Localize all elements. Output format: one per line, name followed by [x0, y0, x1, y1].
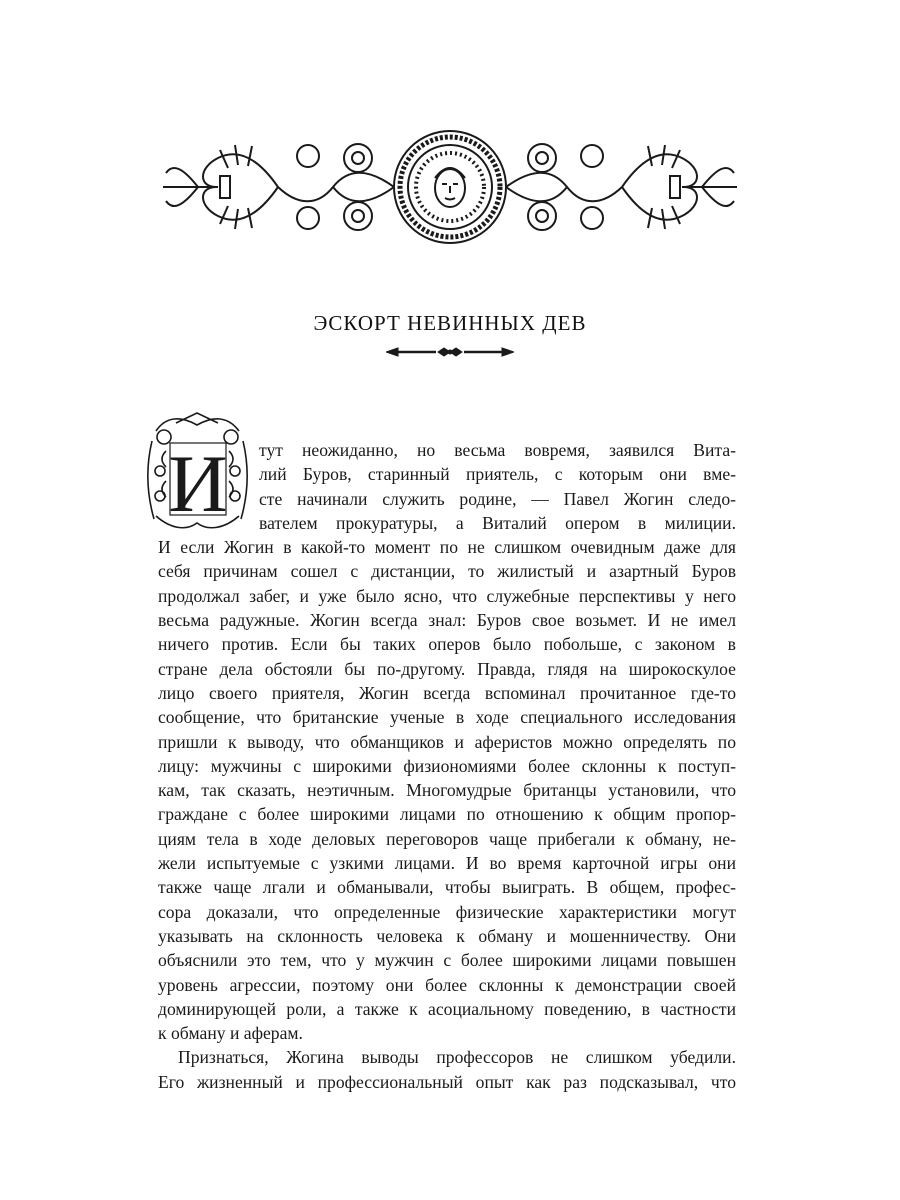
text-line: к обману и аферам. — [158, 1023, 303, 1044]
text-line: Его жизненный и профессиональный опыт как раз подсказывал, что — [158, 1071, 736, 1092]
text-line: доминирующей роли, а также к асоциальному поведению, в частности — [158, 998, 736, 1019]
text-line: продолжал забег, и уже было ясно, что служебные перспективы у него — [158, 585, 736, 606]
text-line: сте начинали служить родине, — Павел Жогин следо- — [259, 488, 736, 509]
text-line: сообщение, что британские ученые в ходе специального исследования — [158, 707, 736, 728]
arrow-divider — [386, 345, 514, 359]
body-text — [158, 438, 736, 1094]
text-line: жели испытуемые с узкими лицами. И во время карточной игры они — [158, 853, 736, 874]
text-line: уровень агрессии, поэтому они более склонны к демонстрации своей — [158, 974, 736, 995]
text-line: указывать на склонность человека к обману и мошенничеству. Они — [158, 925, 736, 946]
text-line: также чаще лгали и обманывали, чтобы выиграть. В общем, профес- — [158, 877, 736, 898]
text-line: Признаться, Жогина выводы профессоров не слишком убедили. — [178, 1047, 736, 1068]
text-line: себя причинам сошел с дистанции, то жилистый и азартный Буров — [158, 561, 736, 582]
ornamental-headpiece — [158, 128, 742, 246]
text-line: лицу: мужчины с широкими физиономиями более склонны к поступ- — [158, 755, 736, 776]
chapter-title: ЭСКОРТ НЕВИННЫХ ДЕВ — [313, 311, 587, 335]
text-line: вателем прокуратуры, а Виталий опером в милиции. — [259, 512, 736, 533]
text-line: ничего против. Если бы таких оперов было побольше, с законом в — [158, 634, 736, 655]
text-line: лий Буров, старинный приятель, с которым они вме- — [259, 464, 736, 485]
text-line: весьма радужные. Жогин всегда знал: Буров свое возьмет. И не имел — [158, 610, 736, 631]
drop-cap-letter: И — [168, 438, 228, 529]
text-line: граждане с более широкими лицами по отношению к общим пропор- — [158, 804, 736, 825]
text-line: кам, так сказать, неэтичным. Многомудрые британцы установили, что — [158, 780, 736, 801]
text-line: пришли к выводу, что обманщиков и аферистов можно определять по — [158, 731, 736, 752]
text-line: И если Жогин в какой-то момент по не слишком очевидным даже для — [158, 537, 736, 558]
text-line: тут неожиданно, но весьма вовремя, заявился Вита- — [259, 440, 736, 460]
text-line: стране дела обстояли бы по-другому. Правда, глядя на широкоскулое — [158, 658, 736, 679]
text-line: сора доказали, что определенные физические характеристики могут — [158, 901, 736, 922]
text-line: объяснили это тем, что у мужчин с более широкими лицами повышен — [158, 950, 736, 971]
text-line: циям тела в ходе деловых переговоров чаще прибегали к обману, не- — [158, 828, 736, 849]
text-line: лицо своего приятеля, Жогин всегда вспоминал прочитанное где-то — [158, 682, 736, 703]
